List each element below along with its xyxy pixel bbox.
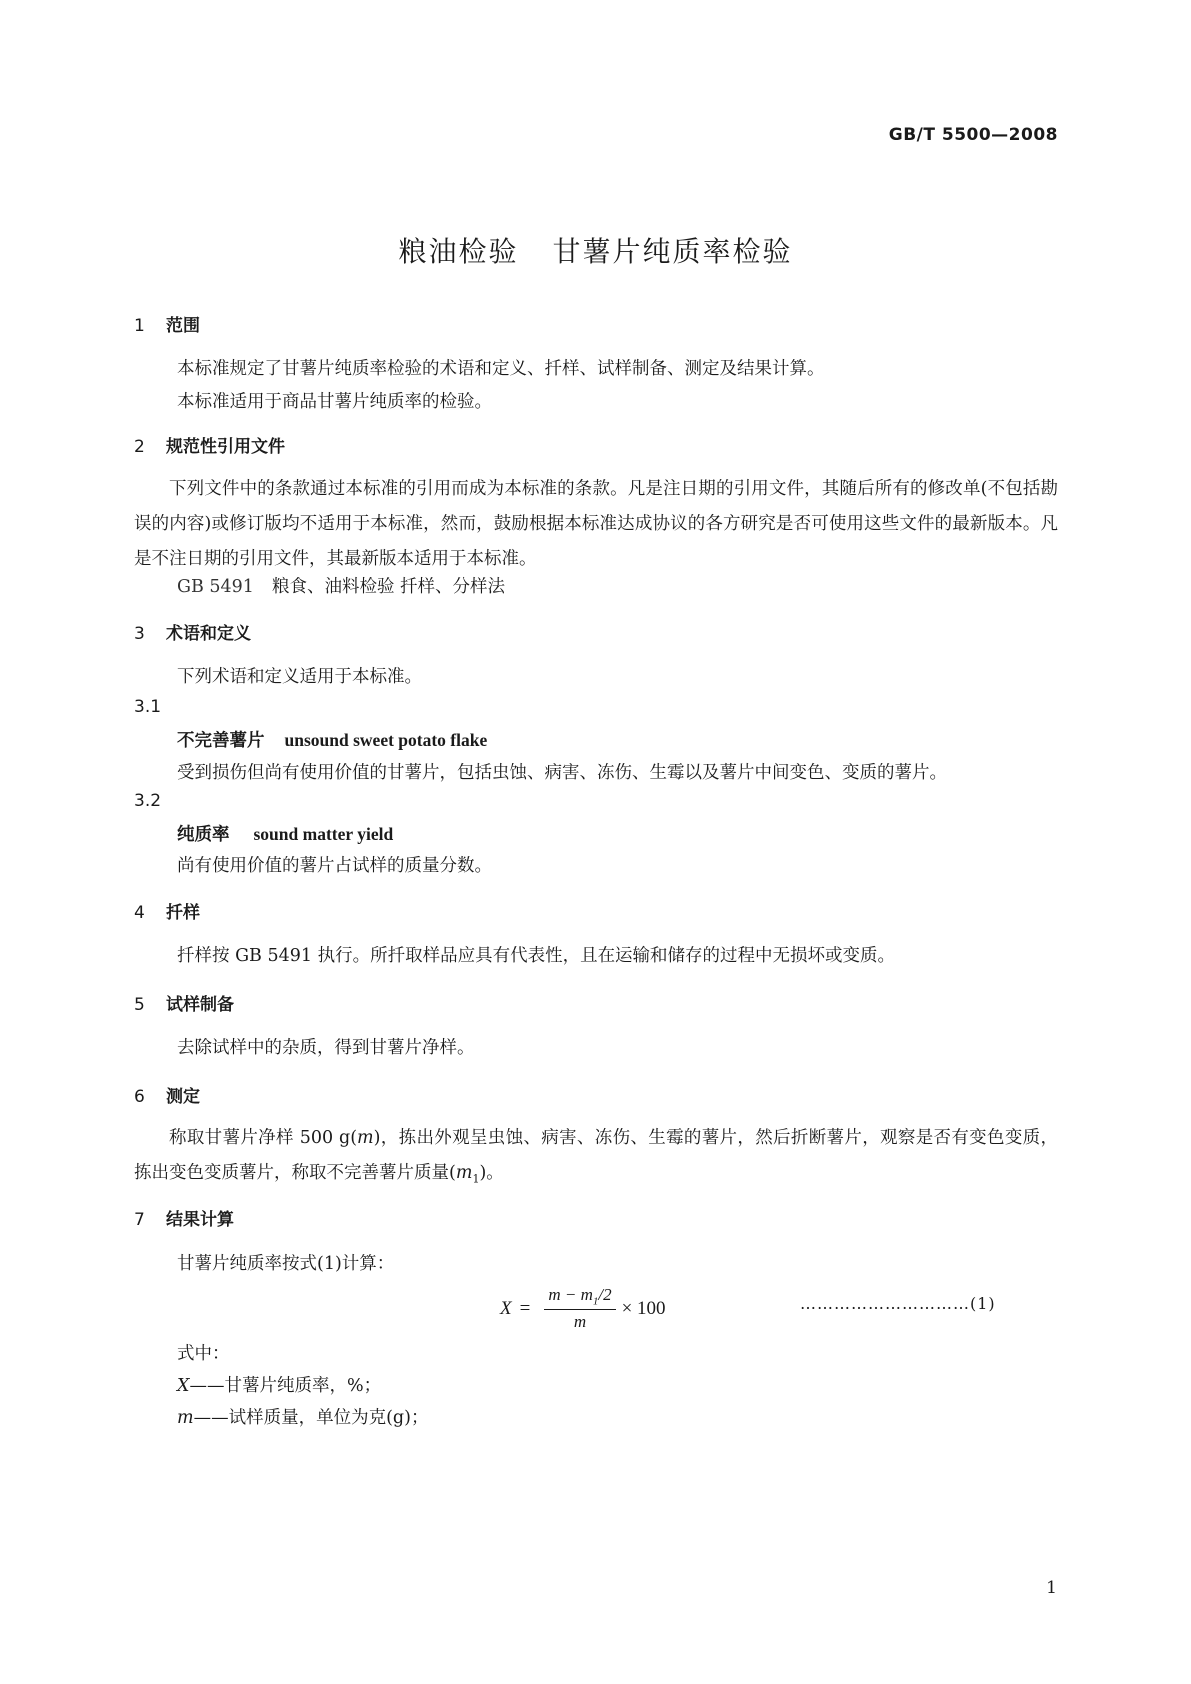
- numerator-subscript: 1: [592, 1295, 599, 1308]
- formula-number: …………………………(1): [800, 1294, 996, 1313]
- section-title: 结果计算: [166, 1210, 234, 1230]
- section-number: 4: [134, 903, 145, 923]
- formula-multiplier: × 100: [621, 1297, 666, 1319]
- section-heading-terms: [134, 619, 251, 644]
- where-label: 式中：: [177, 1344, 230, 1364]
- math-subscript: 1: [472, 1172, 480, 1186]
- formula-denominator: m: [573, 1312, 587, 1332]
- term-chinese: 不完善薯片: [177, 731, 265, 751]
- variable-m-definition: [177, 1404, 428, 1429]
- scope-paragraph-1: 本标准规定了甘薯片纯质率检验的术语和定义、扦样、试样制备、测定及结果计算。: [177, 359, 825, 379]
- section-number: 3: [134, 624, 145, 644]
- preparation-paragraph: 去除试样中的杂质，得到甘薯片净样。: [177, 1038, 475, 1058]
- variable-symbol: X: [177, 1376, 190, 1396]
- section-title: 范围: [166, 316, 200, 336]
- section-number: 1: [134, 316, 145, 336]
- section-title: 规范性引用文件: [166, 437, 285, 457]
- section-number: 5: [134, 995, 145, 1015]
- sampling-paragraph: 扦样按 GB 5491 执行。所扦取样品应具有代表性，且在运输和储存的过程中无损坏或变质。: [177, 946, 896, 966]
- references-paragraph: 下列文件中的条款通过本标准的引用而成为本标准的条款。凡是注日期的引用文件，其随后所有的修改单(不包括勘误的内容)或修订版均不适用于本标准，然而，鼓励根据本标准达成协议的各方研究是否可使用这些文件的最新版本。凡是不注日期的引用文件，其最新版本适用于本标准。: [134, 479, 1058, 569]
- terms-intro: 下列术语和定义适用于本标准。: [177, 667, 422, 687]
- term-heading-unsound: [177, 727, 487, 752]
- numerator-text: m − m: [548, 1285, 593, 1304]
- formula-lhs: X: [500, 1297, 512, 1319]
- variable-symbol: m: [177, 1408, 194, 1428]
- section-heading-sampling: [134, 898, 200, 923]
- section-heading-sample-preparation: [134, 990, 234, 1015]
- formula-equals: =: [519, 1297, 531, 1319]
- text-run: )，拣出外观呈虫蚀、病害、冻伤、生霉的薯片，然后折断薯片，观察是否有变色变质，拣出变色变质薯片，称取不完善薯片质量(: [134, 1128, 1058, 1183]
- section-title: 测定: [166, 1087, 200, 1107]
- section-heading-scope: [134, 311, 200, 336]
- term-english: unsound sweet potato flake: [284, 730, 488, 750]
- calculation-intro: 甘薯片纯质率按式(1)计算：: [177, 1254, 395, 1274]
- determination-paragraph: [134, 1121, 1058, 1197]
- variable-x-definition: [177, 1372, 381, 1397]
- title-part-1: 粮油检验: [398, 235, 519, 268]
- section-number: 7: [134, 1210, 145, 1230]
- formula-fraction: [544, 1285, 615, 1332]
- section-heading-determination: [134, 1082, 200, 1107]
- term-definition-sound-matter: 尚有使用价值的薯片占试样的质量分数。: [177, 856, 492, 876]
- section-title: 扦样: [166, 903, 200, 923]
- document-title: [0, 230, 1191, 270]
- text-run: )。: [479, 1163, 504, 1183]
- standard-code: GB/T 5500—2008: [888, 125, 1058, 145]
- formula: [500, 1285, 666, 1332]
- section-title: 术语和定义: [166, 624, 251, 644]
- formula-numerator: [544, 1285, 615, 1310]
- section-heading-calculation: [134, 1205, 234, 1230]
- section-number: 6: [134, 1087, 145, 1107]
- section-number: 2: [134, 437, 145, 457]
- variable-description: ——试样质量，单位为克(g)；: [193, 1408, 429, 1428]
- term-chinese: 纯质率: [177, 825, 230, 845]
- numerator-tail: /2: [598, 1285, 612, 1304]
- term-heading-sound-matter: [177, 821, 393, 846]
- title-part-2: 甘薯片纯质率检验: [552, 235, 793, 268]
- term-number-3-1: 3.1: [134, 697, 162, 717]
- scope-paragraph-2: 本标准适用于商品甘薯片纯质率的检验。: [177, 392, 492, 412]
- text-run: 称取甘薯片净样 500 g(: [169, 1128, 358, 1148]
- term-english: sound matter yield: [253, 824, 394, 844]
- term-number-3-2: 3.2: [134, 791, 162, 811]
- page-number: 1: [1046, 1578, 1057, 1598]
- section-heading-normative-references: [134, 432, 285, 457]
- reference-entry: [177, 573, 505, 598]
- reference-code: GB 5491: [177, 577, 254, 597]
- section-title: 试样制备: [166, 995, 234, 1015]
- math-variable: m: [455, 1163, 473, 1183]
- reference-title: 粮食、油料检验 扦样、分样法: [271, 577, 506, 597]
- variable-description: ——甘薯片纯质率，%；: [189, 1376, 382, 1396]
- math-variable: m: [357, 1128, 374, 1148]
- term-definition-unsound: 受到损伤但尚有使用价值的甘薯片，包括虫蚀、病害、冻伤、生霉以及薯片中间变色、变质的薯片。: [177, 763, 947, 783]
